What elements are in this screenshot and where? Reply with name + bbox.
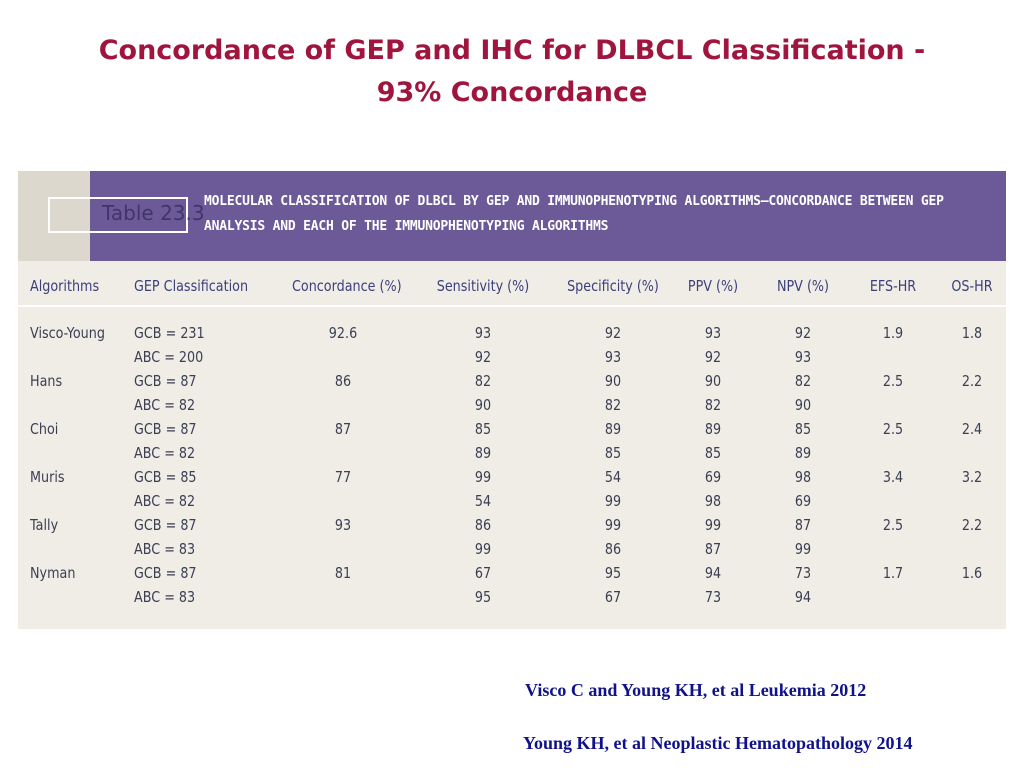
npv-cell: 94 xyxy=(794,588,812,606)
sensitivity-cell: 67 xyxy=(474,564,492,582)
ppv-cell: 93 xyxy=(704,324,722,342)
algorithm-cell: Nyman xyxy=(30,564,76,582)
sensitivity-cell: 85 xyxy=(474,420,492,438)
column-header-concordance: Concordance (%) xyxy=(292,277,402,295)
ppv-cell: 94 xyxy=(704,564,722,582)
abc-cell: ABC = 82 xyxy=(134,444,196,462)
ppv-cell: 69 xyxy=(704,468,722,486)
specificity-cell: 89 xyxy=(604,420,622,438)
column-header-os-hr: OS-HR xyxy=(951,277,993,295)
reference-2: Young KH, et al Neoplastic Hematopathology 2014 xyxy=(523,733,913,753)
gcb-cell: GCB = 87 xyxy=(134,372,197,390)
slide-title xyxy=(60,30,964,114)
sensitivity-cell: 99 xyxy=(474,540,492,558)
os-hr-cell: 2.2 xyxy=(961,516,983,534)
os-hr-cell: 2.4 xyxy=(961,420,983,438)
column-header-ppv: PPV (%) xyxy=(687,277,739,295)
reference-1: Visco C and Young KH, et al Leukemia 2012 xyxy=(525,680,867,700)
ppv-cell: 92 xyxy=(704,348,722,366)
table-label: Table 23.3 xyxy=(102,201,205,225)
abc-cell: ABC = 82 xyxy=(134,492,196,510)
specificity-cell: 67 xyxy=(604,588,622,606)
specificity-cell: 92 xyxy=(604,324,622,342)
specificity-cell: 54 xyxy=(604,468,622,486)
concordance-cell: 86 xyxy=(334,372,352,390)
column-header-sensitivity: Sensitivity (%) xyxy=(436,277,530,295)
sensitivity-cell: 54 xyxy=(474,492,492,510)
efs-hr-cell: 2.5 xyxy=(882,420,904,438)
column-header-specificity: Specificity (%) xyxy=(567,277,659,295)
npv-cell: 89 xyxy=(794,444,812,462)
os-hr-cell: 2.2 xyxy=(961,372,983,390)
specificity-cell: 99 xyxy=(604,492,622,510)
gcb-cell: GCB = 87 xyxy=(134,420,197,438)
algorithm-cell: Hans xyxy=(30,372,63,390)
ppv-cell: 99 xyxy=(704,516,722,534)
efs-hr-cell: 1.7 xyxy=(882,564,904,582)
sensitivity-cell: 89 xyxy=(474,444,492,462)
sensitivity-cell: 90 xyxy=(474,396,492,414)
algorithm-cell: Muris xyxy=(30,468,65,486)
slide-title-line-1: Concordance of GEP and IHC for DLBCL Classification - xyxy=(98,35,926,66)
specificity-cell: 93 xyxy=(604,348,622,366)
gcb-cell: GCB = 87 xyxy=(134,564,197,582)
concordance-cell: 92.6 xyxy=(328,324,358,342)
ppv-cell: 82 xyxy=(704,396,722,414)
npv-cell: 82 xyxy=(794,372,812,390)
npv-cell: 92 xyxy=(794,324,812,342)
ppv-cell: 87 xyxy=(704,540,722,558)
os-hr-cell: 1.8 xyxy=(961,324,983,342)
npv-cell: 98 xyxy=(794,468,812,486)
concordance-cell: 77 xyxy=(334,468,352,486)
ppv-cell: 89 xyxy=(704,420,722,438)
column-header-npv: NPV (%) xyxy=(776,277,830,295)
concordance-cell: 93 xyxy=(334,516,352,534)
ppv-cell: 85 xyxy=(704,444,722,462)
sensitivity-cell: 92 xyxy=(474,348,492,366)
table-caption: MOLECULAR CLASSIFICATION OF DLBCL BY GEP AND IMMUNOPHENOTYPING ALGORITHMS—CONCORDANCE BETWEEN GEP ANALYSIS AND EACH OF THE IMMUNOPHENOTYPING ALGORITHMS xyxy=(204,194,944,234)
ppv-cell: 98 xyxy=(704,492,722,510)
column-header-algorithms: Algorithms xyxy=(30,277,100,295)
column-header-gep-classification: GEP Classification xyxy=(134,277,249,295)
npv-cell: 85 xyxy=(794,420,812,438)
npv-cell: 73 xyxy=(794,564,812,582)
efs-hr-cell: 2.5 xyxy=(882,372,904,390)
specificity-cell: 99 xyxy=(604,516,622,534)
table-figure xyxy=(18,171,1006,629)
npv-cell: 99 xyxy=(794,540,812,558)
sensitivity-cell: 82 xyxy=(474,372,492,390)
efs-hr-cell: 1.9 xyxy=(882,324,904,342)
abc-cell: ABC = 83 xyxy=(134,540,196,558)
concordance-cell: 81 xyxy=(334,564,352,582)
abc-cell: ABC = 83 xyxy=(134,588,196,606)
npv-cell: 90 xyxy=(794,396,812,414)
column-header-efs-hr: EFS-HR xyxy=(869,277,917,295)
sensitivity-cell: 93 xyxy=(474,324,492,342)
os-hr-cell: 1.6 xyxy=(961,564,983,582)
specificity-cell: 85 xyxy=(604,444,622,462)
npv-cell: 87 xyxy=(794,516,812,534)
ppv-cell: 90 xyxy=(704,372,722,390)
sensitivity-cell: 95 xyxy=(474,588,492,606)
specificity-cell: 86 xyxy=(604,540,622,558)
sensitivity-cell: 99 xyxy=(474,468,492,486)
os-hr-cell: 3.2 xyxy=(961,468,983,486)
efs-hr-cell: 2.5 xyxy=(882,516,904,534)
algorithm-cell: Choi xyxy=(30,420,59,438)
specificity-cell: 90 xyxy=(604,372,622,390)
gcb-cell: GCB = 231 xyxy=(134,324,205,342)
specificity-cell: 82 xyxy=(604,396,622,414)
algorithm-cell: Tally xyxy=(30,516,59,534)
concordance-cell: 87 xyxy=(334,420,352,438)
specificity-cell: 95 xyxy=(604,564,622,582)
abc-cell: ABC = 82 xyxy=(134,396,196,414)
gcb-cell: GCB = 85 xyxy=(134,468,197,486)
npv-cell: 69 xyxy=(794,492,812,510)
sensitivity-cell: 86 xyxy=(474,516,492,534)
algorithm-cell: Visco-Young xyxy=(30,324,105,342)
npv-cell: 93 xyxy=(794,348,812,366)
ppv-cell: 73 xyxy=(704,588,722,606)
slide-title-line-2: 93% Concordance xyxy=(376,77,648,108)
gcb-cell: GCB = 87 xyxy=(134,516,197,534)
abc-cell: ABC = 200 xyxy=(134,348,204,366)
efs-hr-cell: 3.4 xyxy=(882,468,904,486)
